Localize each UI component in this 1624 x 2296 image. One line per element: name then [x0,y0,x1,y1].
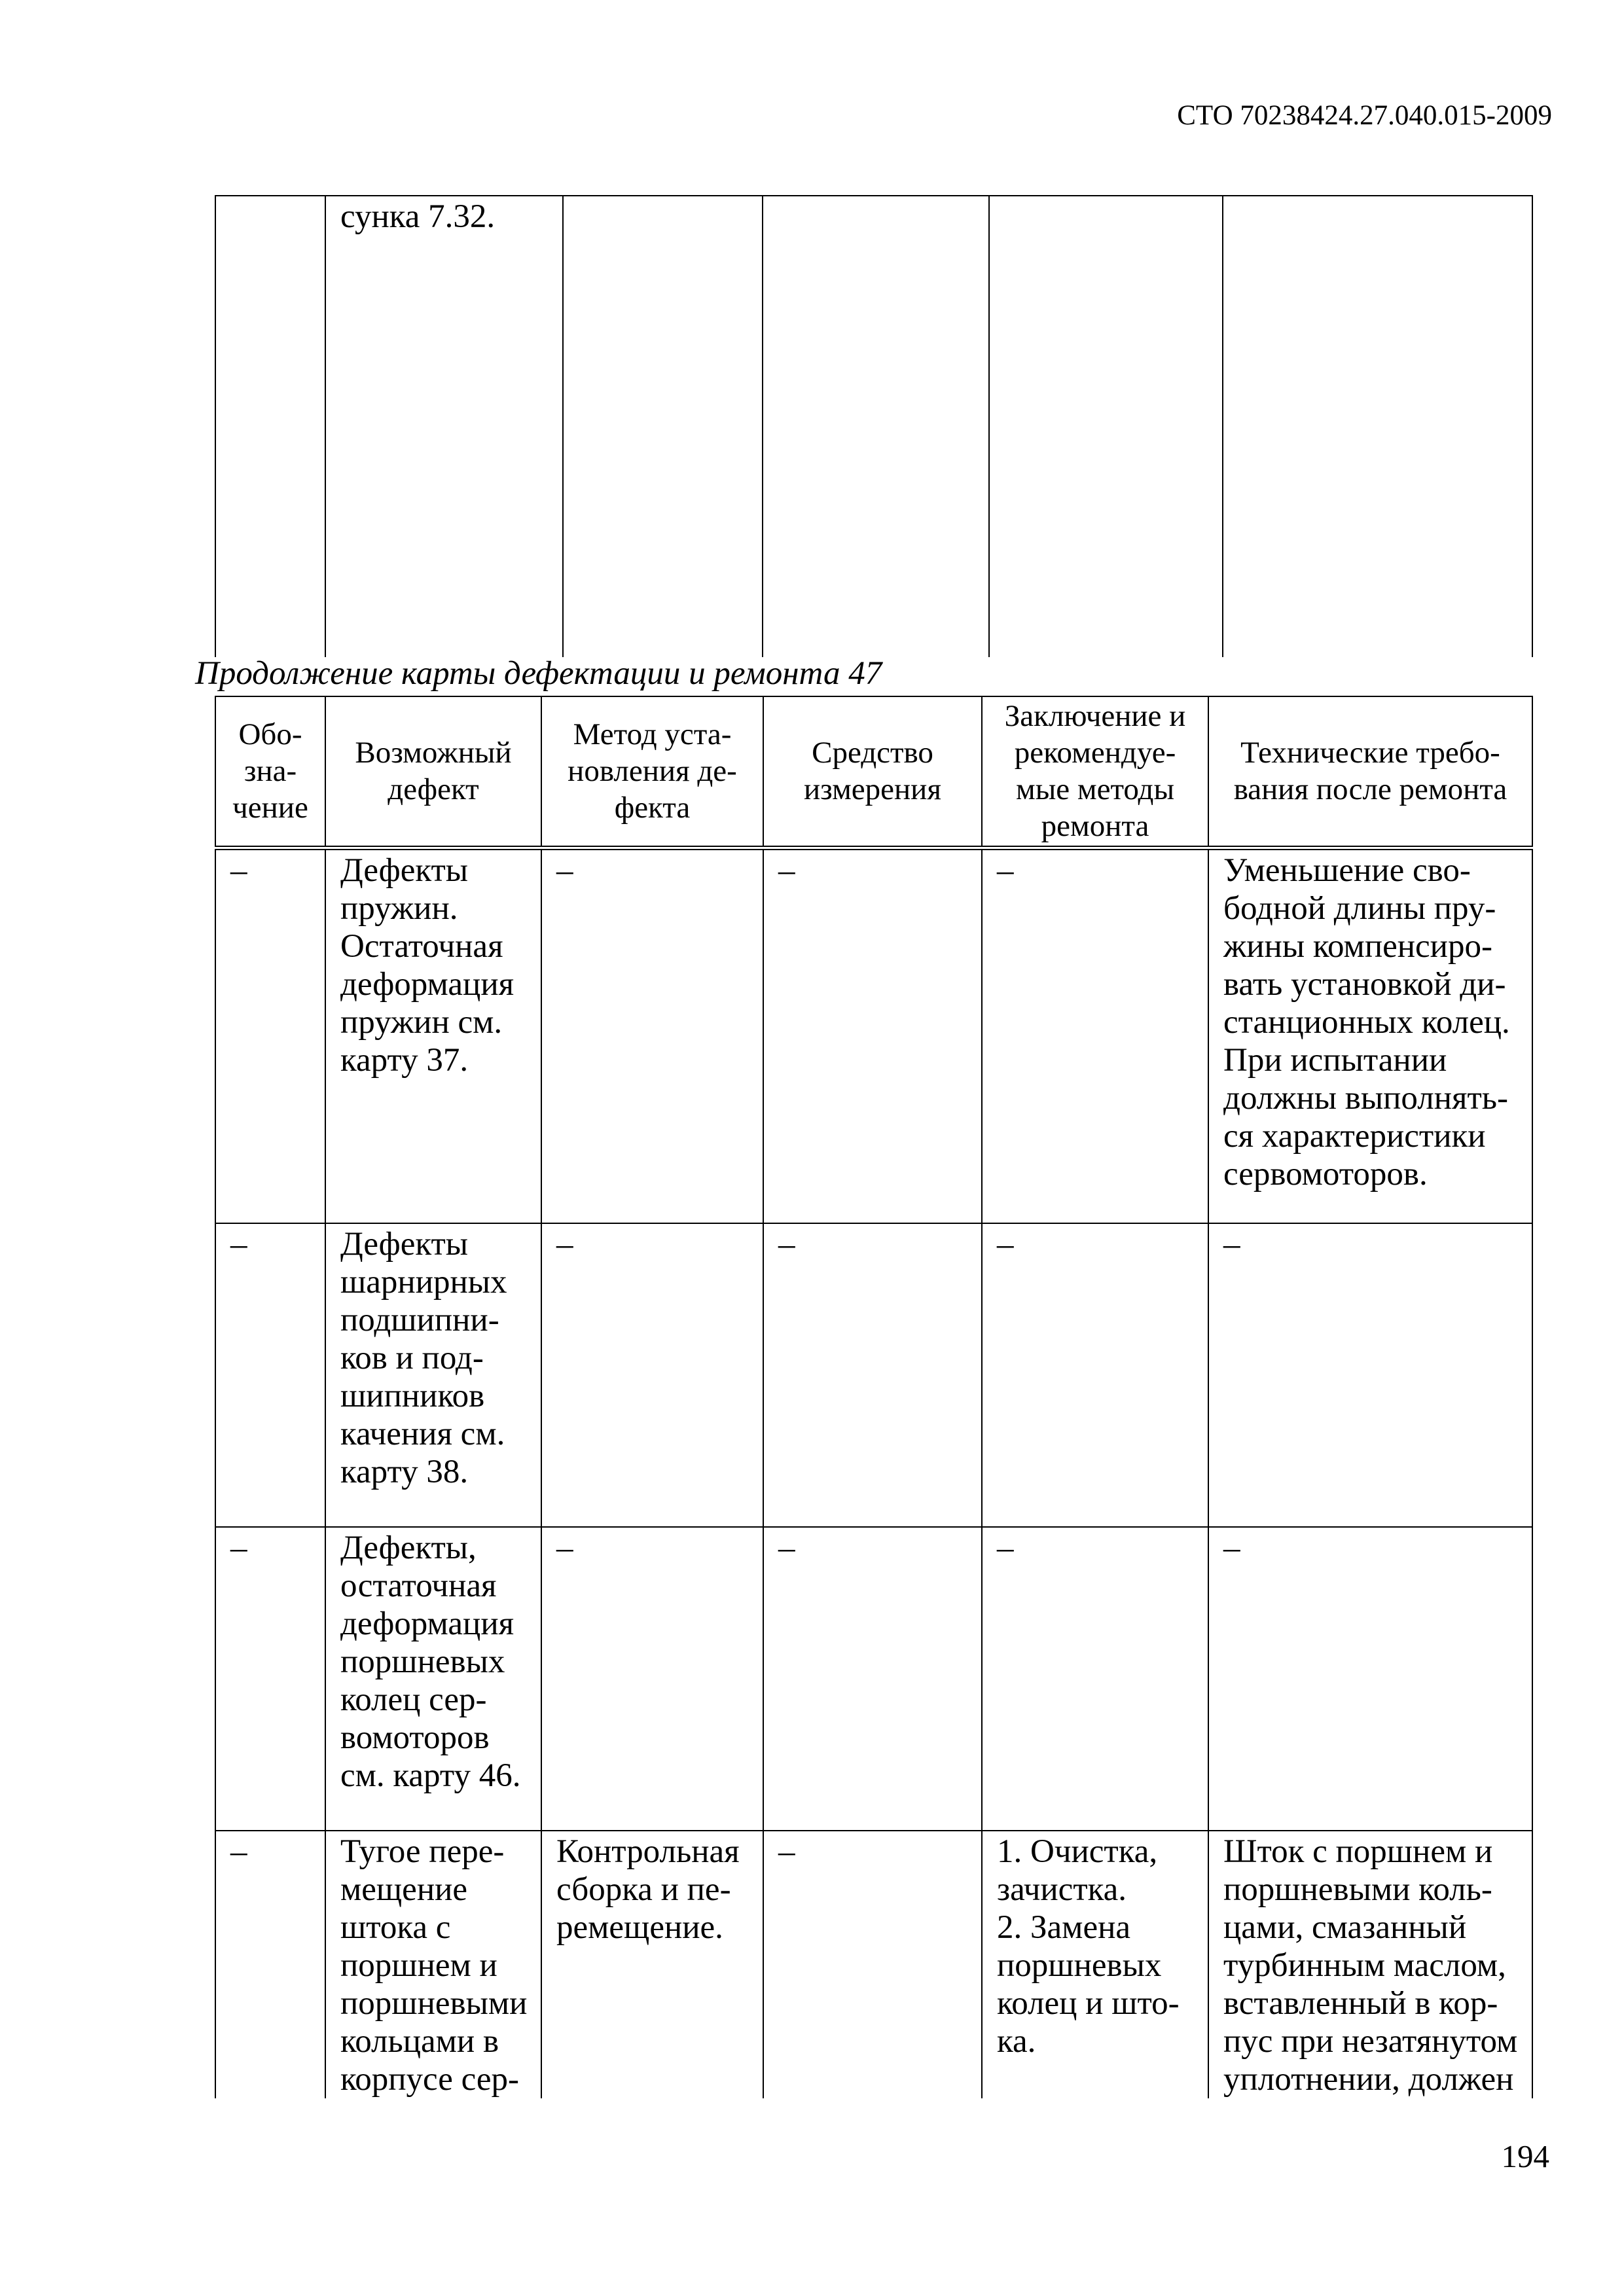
cell-repair-conclusion: – [982,1527,1208,1831]
cell-repair-conclusion: – [982,1223,1208,1527]
cell-detection-method: Контрольная сборка и пе- ремещение. [541,1831,763,2098]
header-detection-method: Метод уста- новления де- фекта [541,696,763,848]
cell-technical-requirements: – [1208,1223,1532,1527]
table-row [215,1831,1532,2098]
cell-technical-requirements: – [1208,1527,1532,1831]
table-caption: Продолжение карты дефектации и ремонта 47 [195,655,882,692]
fragment-cell-designation [215,196,325,657]
table-header-row [215,696,1532,848]
cell-possible-defect: Дефекты, остаточная деформация поршневых колец сер- вомоторов см. карту 46. [325,1527,541,1831]
cell-possible-defect: Дефекты пружин. Остаточная деформация пружин см. карту 37. [325,848,541,1223]
table-row [215,1223,1532,1527]
cell-possible-defect: Тугое пере- мещение штока с поршнем и поршневыми кольцами в корпусе сер- [325,1831,541,2098]
defect-table [215,696,1533,2098]
header-possible-defect: Возможный дефект [325,696,541,848]
cell-detection-method: – [541,1223,763,1527]
cell-measuring-tool: – [763,848,982,1223]
cell-designation: – [215,848,325,1223]
cell-designation: – [215,1527,325,1831]
cell-detection-method: – [541,848,763,1223]
cell-measuring-tool: – [763,1831,982,2098]
cell-possible-defect: Дефекты шарнирных подшипни- ков и под- шипников качения см. карту 38. [325,1223,541,1527]
cell-technical-requirements: Уменьшение сво- бодной длины пру- жины компенсиро- вать установкой ди- станционных колец. При испытании должны выполнять- ся характеристики сервомоторов. [1208,848,1532,1223]
previous-table-fragment [215,195,1533,657]
fragment-cell-continued-text: сунка 7.32. [325,196,563,657]
cell-designation: – [215,1831,325,2098]
header-repair-conclusion: Заключение и рекомендуе- мые методы ремонта [982,696,1208,848]
document-code: СТО 70238424.27.040.015-2009 [1177,100,1552,131]
table-row [215,848,1532,1223]
fragment-cell-requirements [1223,196,1532,657]
cell-detection-method: – [541,1527,763,1831]
fragment-cell-method [563,196,763,657]
cell-measuring-tool: – [763,1223,982,1527]
cell-technical-requirements: Шток с поршнем и поршневыми коль- цами, смазанный турбинным маслом, вставленный в кор- пус при незатянутом уплотнении, должен [1208,1831,1532,2098]
cell-repair-conclusion: 1. Очистка, зачистка. 2. Замена поршневых колец и што- ка. [982,1831,1208,2098]
table-row [215,1527,1532,1831]
fragment-cell-tool [763,196,989,657]
cell-measuring-tool: – [763,1527,982,1831]
table-row [215,196,1532,657]
header-technical-requirements: Технические требо- вания после ремонта [1208,696,1532,848]
fragment-cell-conclusion [989,196,1223,657]
page-number: 194 [1501,2138,1549,2174]
cell-designation: – [215,1223,325,1527]
cell-repair-conclusion: – [982,848,1208,1223]
header-measuring-tool: Средство измерения [763,696,982,848]
header-designation: Обо- зна- чение [215,696,325,848]
